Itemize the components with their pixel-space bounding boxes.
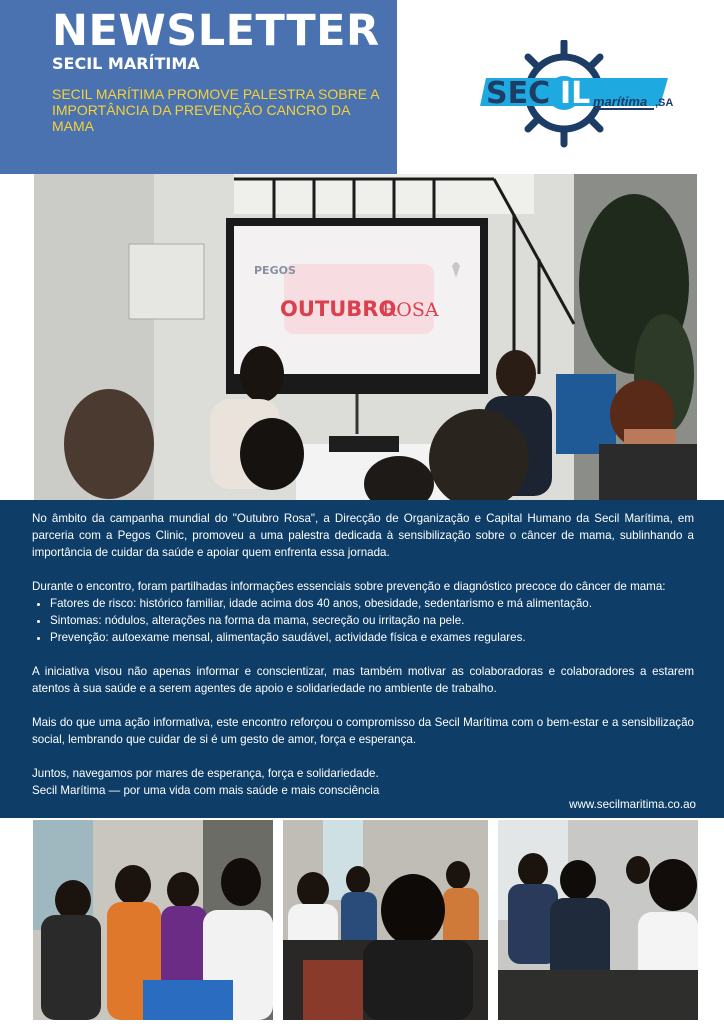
event-photo-thumb-3 <box>498 820 698 1020</box>
article-body-panel <box>0 500 724 818</box>
event-photo-thumb-1 <box>33 820 273 1020</box>
ship-wheel-icon <box>480 40 700 150</box>
header-banner <box>0 0 397 174</box>
newsletter-title: NEWSLETTER <box>52 6 380 56</box>
screen-outubro-text: OUTUBRO <box>280 297 397 321</box>
list-item: • Fatores de risco: histórico familiar, idade acima dos 40 anos, obesidade, sedentarismo e má alimentação. <box>50 595 694 612</box>
list-item: • Prevenção: autoexame mensal, alimentação saudável, actividade física e exames regulares. <box>50 629 694 646</box>
article-headline: SECIL MARÍTIMA PROMOVE PALESTRA SOBRE A IMPORTÂNCIA DA PREVENÇÃO CANCRO DA MAMA <box>52 86 379 134</box>
logo-brand-sa: ,SA <box>655 97 674 109</box>
risk-info-list <box>32 595 694 646</box>
event-photo-thumb-2 <box>283 820 488 1020</box>
body-paragraph-4: Mais do que uma ação informativa, este encontro reforçou o compromisso da Secil Marítima com o bem-estar e a sensibilização social, lembrando que cuidar de si é um gesto de amor, força e esperança. <box>32 716 694 746</box>
logo-brand-left: SEC <box>486 76 551 111</box>
newsletter-subtitle: SECIL MARÍTIMA <box>52 54 200 73</box>
secil-maritima-logo <box>480 40 700 150</box>
screen-pegos-logo: PEGOS <box>254 264 296 277</box>
body-paragraph-1: No âmbito da campanha mundial do "Outubro Rosa", a Direcção de Organização e Capital Humano da Secil Marítima, em parceria com a Pegos Clinic, promoveu a uma palestra dedicada à sensibilização sobre o câncer de mama, sublinhando a importância de cuidar da saúde e apoiar quem enfrenta essa jornada. <box>32 512 694 559</box>
website-link[interactable]: www.secilmaritima.co.ao <box>569 798 696 811</box>
screen-rosa-text: ROSA <box>382 299 439 321</box>
list-item: • Sintomas: nódulos, alterações na forma da mama, secreção ou irritação na pele. <box>50 612 694 629</box>
body-paragraph-3: A iniciativa visou não apenas informar e conscientizar, mas também motivar as colaboradoras e colaboradores a estarem atentos à sua saúde e a serem agentes de apoio e solidariedade no ambiente de trabalho. <box>32 665 694 695</box>
logo-brand-right: IL <box>560 76 591 111</box>
closing-line-2: Secil Marítima — por uma vida com mais saúde e mais consciência <box>32 784 380 797</box>
event-photo-main <box>34 174 697 500</box>
closing-line-1: Juntos, navegamos por mares de esperança, força e solidariedade. <box>32 767 379 780</box>
logo-brand-suffix: marítima <box>593 94 648 109</box>
body-paragraph-2: Durante o encontro, foram partilhadas informações essenciais sobre prevenção e diagnóstico precoce do câncer de mama: <box>32 580 666 593</box>
